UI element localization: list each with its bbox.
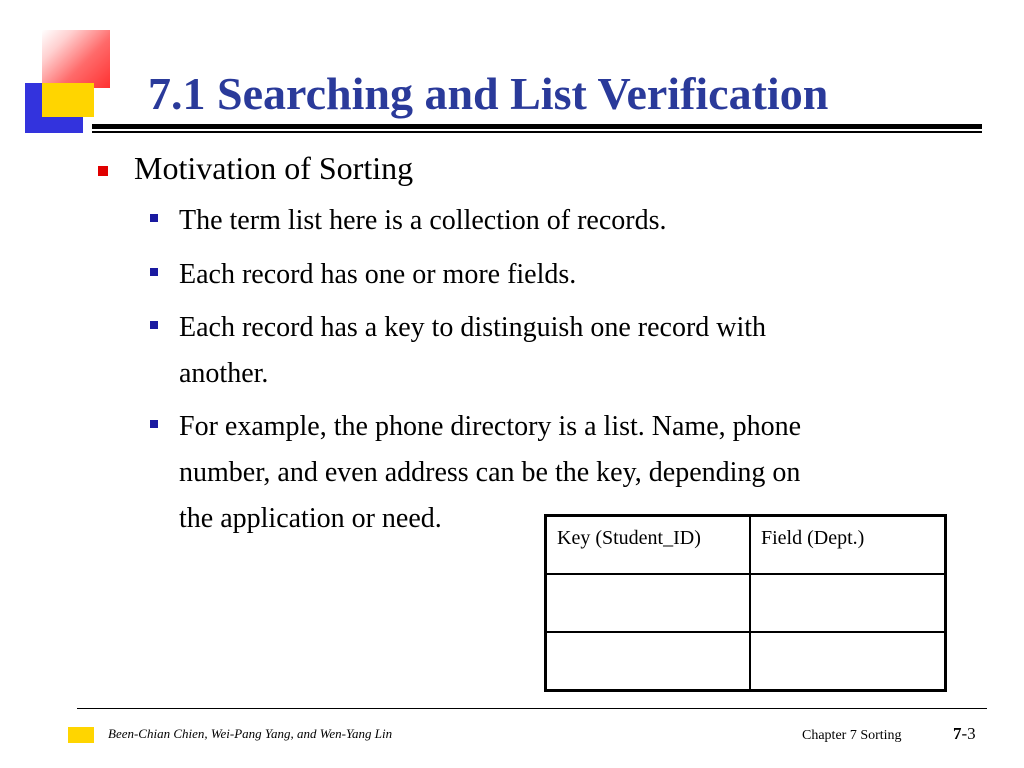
title-rule-thin bbox=[92, 131, 982, 133]
sub-bullet-line: another. bbox=[179, 358, 269, 389]
sub-bullet-square-icon bbox=[150, 214, 158, 222]
table-row bbox=[546, 632, 946, 691]
footer-page-number bbox=[953, 724, 976, 744]
table-header-row bbox=[546, 516, 946, 575]
sub-bullet-line: For example, the phone directory is a list. Name, phone bbox=[179, 411, 802, 442]
page-chapter-number: 7 bbox=[953, 724, 962, 743]
slide-logo bbox=[0, 0, 120, 140]
page-slide-number: -3 bbox=[961, 724, 976, 743]
footer-rule bbox=[77, 708, 987, 709]
sub-bullet-line: number, and even address can be the key, depending on bbox=[179, 457, 801, 488]
main-bullet-text: Motivation of Sorting bbox=[134, 150, 414, 186]
table-cell bbox=[750, 632, 946, 691]
sub-bullet-square-icon bbox=[150, 268, 158, 276]
slide-title: 7.1 Searching and List Verification bbox=[148, 68, 829, 119]
footer-yellow-box bbox=[68, 727, 94, 743]
sub-bullet-line: the application or need. bbox=[179, 503, 442, 534]
sub-bullet-line: Each record has a key to distinguish one record with bbox=[179, 312, 767, 343]
logo-yellow-square bbox=[42, 83, 94, 117]
table-cell bbox=[750, 574, 946, 632]
sub-bullet-line: Each record has one or more fields. bbox=[179, 259, 577, 290]
table-row bbox=[546, 574, 946, 632]
footer-authors: Been-Chian Chien, Wei-Pang Yang, and Wen-Yang Lin bbox=[108, 726, 393, 741]
main-bullet-square-icon bbox=[98, 166, 108, 176]
sub-bullet-square-icon bbox=[150, 420, 158, 428]
sub-bullet-square-icon bbox=[150, 321, 158, 329]
title-rule-thick bbox=[92, 124, 982, 129]
sub-bullet-line: The term list here is a collection of records. bbox=[179, 205, 667, 236]
table-header-field: Field (Dept.) bbox=[750, 516, 946, 575]
table-header-key: Key (Student_ID) bbox=[546, 516, 751, 575]
footer-chapter: Chapter 7 Sorting bbox=[802, 728, 902, 743]
table-cell bbox=[546, 632, 751, 691]
record-table bbox=[544, 514, 947, 692]
logo-red-square bbox=[42, 30, 110, 88]
table-cell bbox=[546, 574, 751, 632]
